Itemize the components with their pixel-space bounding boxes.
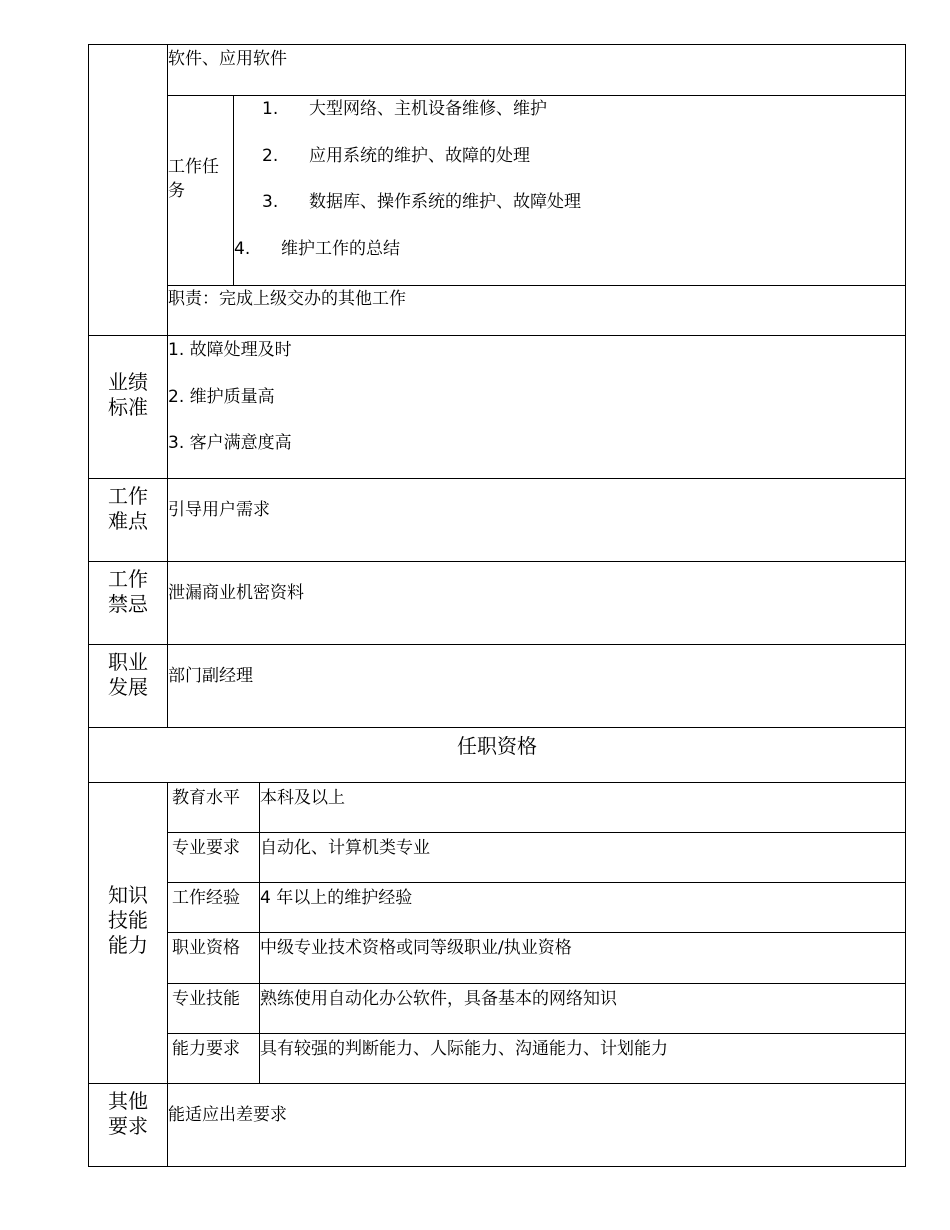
taboo-text: 泄漏商业机密资料: [168, 583, 304, 603]
qual-value-5: 熟练使用自动化办公软件，具备基本的网络知识: [260, 989, 617, 1009]
hline: [167, 983, 906, 984]
hline: [88, 478, 906, 479]
performance-label: 业绩标准: [108, 370, 148, 419]
task-num-3: 3.: [262, 192, 279, 212]
task-text-2: 应用系统的维护、故障的处理: [309, 146, 530, 166]
qual-label-3: 工作经验: [172, 888, 240, 908]
qual-value-3: 4 年以上的维护经验: [260, 888, 413, 908]
qual-label-1: 教育水平: [172, 788, 240, 808]
task-text-3: 数据库、操作系统的维护、故障处理: [309, 192, 581, 212]
hline: [167, 832, 906, 833]
difficulty-text: 引导用户需求: [168, 500, 270, 520]
qual-label-4: 职业资格: [172, 938, 240, 958]
task-text-1: 大型网络、主机设备维修、维护: [309, 99, 547, 119]
qual-label-5: 专业技能: [172, 989, 240, 1009]
career-text: 部门副经理: [168, 666, 253, 686]
qualification-title: 任职资格: [457, 734, 537, 758]
left-col-divider: [167, 44, 168, 728]
hline: [167, 1033, 906, 1034]
software-line: 软件、应用软件: [168, 49, 287, 69]
hline: [88, 782, 906, 783]
hline: [167, 285, 906, 286]
qual-value-1: 本科及以上: [260, 788, 345, 808]
other-text: 能适应出差要求: [168, 1105, 287, 1125]
performance-item-1: 1. 故障处理及时: [168, 340, 292, 360]
hline: [167, 95, 906, 96]
task-text-4: 维护工作的总结: [281, 239, 400, 259]
knowledge-skill-label: 知识技能能力: [108, 883, 148, 957]
hline: [88, 727, 906, 728]
hline: [167, 882, 906, 883]
performance-item-3: 3. 客户满意度高: [168, 433, 292, 453]
qual-value-6: 具有较强的判断能力、人际能力、沟通能力、计划能力: [260, 1039, 668, 1059]
qual-value-2: 自动化、计算机类专业: [260, 838, 430, 858]
qual-label-6: 能力要求: [172, 1039, 240, 1059]
task-label: 工作任务: [168, 157, 219, 201]
qual-value-4: 中级专业技术资格或同等级职业/执业资格: [260, 938, 572, 958]
other-label: 其他要求: [108, 1089, 148, 1138]
hline: [88, 335, 906, 336]
hline: [88, 644, 906, 645]
task-num-4: 4.: [234, 239, 251, 259]
career-label: 职业发展: [108, 650, 148, 699]
hline: [88, 561, 906, 562]
hline: [167, 932, 906, 933]
taboo-label: 工作禁忌: [108, 567, 148, 616]
task-num-2: 2.: [262, 146, 279, 166]
hline: [88, 1083, 906, 1084]
task-num-1: 1.: [262, 99, 279, 119]
difficulty-label: 工作难点: [108, 484, 148, 533]
performance-item-2: 2. 维护质量高: [168, 387, 275, 407]
duty-text: 职责：完成上级交办的其他工作: [168, 289, 406, 309]
qual-label-2: 专业要求: [172, 838, 240, 858]
